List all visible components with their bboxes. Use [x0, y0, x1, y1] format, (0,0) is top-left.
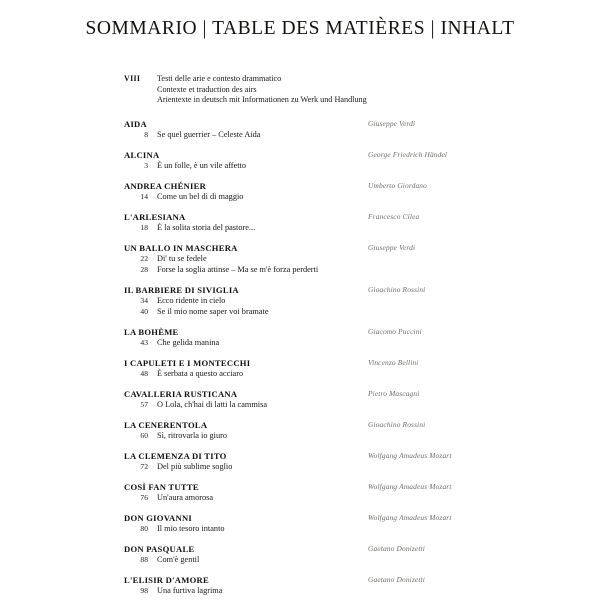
- toc-entry-header: [124, 575, 494, 587]
- aria-title[interactable]: Di' tu se fedele: [157, 254, 207, 264]
- toc-entry[interactable]: [124, 544, 494, 567]
- aria-title[interactable]: Ecco ridente in cielo: [157, 296, 226, 306]
- opera-title[interactable]: LA CENERENTOLA: [124, 419, 208, 430]
- composer-name: Giuseppe Verdi: [368, 119, 416, 129]
- toc-entry[interactable]: [124, 243, 494, 277]
- toc-entry[interactable]: [124, 119, 494, 142]
- aria-row[interactable]: [124, 431, 494, 442]
- aria-page-number[interactable]: 72: [140, 462, 148, 472]
- toc-entry[interactable]: [124, 513, 494, 536]
- aria-title[interactable]: Un'aura amorosa: [157, 493, 214, 503]
- toc-entry-header: [124, 243, 494, 255]
- toc-entry[interactable]: [124, 212, 494, 235]
- aria-row[interactable]: [124, 223, 494, 234]
- aria-title[interactable]: È un folle, è un vile affetto: [157, 161, 247, 171]
- composer-name: Gaetano Donizetti: [368, 544, 425, 554]
- opera-title[interactable]: I CAPULETI E I MONTECCHI: [124, 357, 251, 368]
- aria-row[interactable]: [124, 161, 494, 172]
- aria-row[interactable]: [124, 265, 494, 276]
- front-matter-lines: [157, 74, 494, 106]
- toc-entry[interactable]: [124, 389, 494, 412]
- aria-row[interactable]: [124, 369, 494, 380]
- aria-row[interactable]: [124, 254, 494, 265]
- toc-entry[interactable]: [124, 181, 494, 204]
- aria-row[interactable]: [124, 338, 494, 349]
- composer-name: Umberto Giordano: [368, 181, 427, 191]
- aria-row[interactable]: [124, 555, 494, 566]
- aria-title[interactable]: Una furtiva lagrima: [157, 586, 223, 596]
- toc-entry-header: [124, 420, 494, 432]
- front-matter-entry: [124, 74, 494, 106]
- aria-row[interactable]: [124, 296, 494, 307]
- aria-page-number[interactable]: 43: [140, 338, 148, 348]
- opera-title[interactable]: L'ARLESIANA: [124, 211, 186, 222]
- composer-name: Gioachino Rossini: [368, 420, 426, 430]
- aria-row[interactable]: [124, 586, 494, 597]
- toc-entry-header: [124, 181, 494, 193]
- aria-title[interactable]: Come un bel dì di maggio: [157, 192, 244, 202]
- toc-entry-header: [124, 358, 494, 370]
- toc-entry[interactable]: [124, 420, 494, 443]
- aria-row[interactable]: [124, 192, 494, 203]
- aria-title[interactable]: È la solita storia del pastore...: [157, 223, 256, 233]
- front-matter-line: Testi delle arie e contesto drammatico: [157, 74, 282, 83]
- aria-page-number[interactable]: 28: [140, 265, 148, 275]
- opera-title[interactable]: DON GIOVANNI: [124, 512, 193, 523]
- aria-row[interactable]: [124, 524, 494, 535]
- aria-title[interactable]: O Lola, ch'hai di latti la cammisa: [157, 400, 268, 410]
- aria-row[interactable]: [124, 307, 494, 318]
- aria-page-number[interactable]: 76: [140, 493, 148, 503]
- aria-page-number[interactable]: 3: [144, 161, 148, 171]
- toc-entry-header: [124, 119, 494, 131]
- front-matter-line: Arientexte in deutsch mit Informationen zu Werk und Handlung: [157, 95, 367, 105]
- toc-entry[interactable]: [124, 575, 494, 598]
- aria-title[interactable]: Sì, ritrovarla io giuro: [157, 431, 228, 441]
- composer-name: Wolfgang Amadeus Mozart: [368, 482, 452, 492]
- aria-row[interactable]: [124, 462, 494, 473]
- toc-entry-header: [124, 389, 494, 401]
- composer-name: George Friedrich Händel: [368, 150, 448, 160]
- aria-row[interactable]: [124, 400, 494, 411]
- aria-page-number[interactable]: 80: [140, 524, 148, 534]
- toc-list: [124, 74, 494, 606]
- toc-entry[interactable]: [124, 150, 494, 173]
- aria-page-number[interactable]: 40: [140, 307, 148, 317]
- composer-name: Wolfgang Amadeus Mozart: [368, 451, 452, 461]
- opera-title[interactable]: COSÌ FAN TUTTE: [124, 481, 199, 492]
- aria-title[interactable]: Se il mio nome saper voi bramate: [157, 307, 269, 317]
- toc-entry-header: [124, 544, 494, 556]
- opera-title[interactable]: CAVALLERIA RUSTICANA: [124, 388, 238, 399]
- aria-page-number[interactable]: 22: [140, 254, 148, 264]
- aria-row[interactable]: [124, 130, 494, 141]
- toc-entry-header: [124, 150, 494, 162]
- opera-title[interactable]: LA BOHÈME: [124, 326, 179, 337]
- opera-title[interactable]: AIDA: [124, 118, 147, 129]
- composer-name: Giuseppe Verdi: [368, 243, 416, 253]
- toc-entry-header: [124, 451, 494, 463]
- composer-name: Pietro Mascagni: [368, 389, 420, 399]
- composer-name: Francesco Cilea: [368, 212, 420, 222]
- toc-entry[interactable]: [124, 327, 494, 350]
- aria-page-number[interactable]: 34: [140, 296, 148, 306]
- aria-title[interactable]: Se quel guerrier – Celeste Aida: [157, 130, 261, 140]
- opera-title[interactable]: DON PASQUALE: [124, 543, 195, 554]
- toc-entry-header: [124, 212, 494, 224]
- opera-title[interactable]: UN BALLO IN MASCHERA: [124, 242, 238, 253]
- aria-row[interactable]: [124, 493, 494, 504]
- toc-entry-header: [124, 285, 494, 297]
- opera-title[interactable]: L'ELISIR D'AMORE: [124, 574, 209, 585]
- toc-entry-header: [124, 482, 494, 494]
- aria-title[interactable]: Com'è gentil: [157, 555, 200, 565]
- toc-entry[interactable]: [124, 358, 494, 381]
- opera-entries: [124, 119, 494, 598]
- front-matter-page-label: VIII: [124, 74, 141, 83]
- composer-name: Gioachino Rossini: [368, 285, 426, 295]
- opera-title[interactable]: LA CLEMENZA DI TITO: [124, 450, 227, 461]
- opera-title[interactable]: ALCINA: [124, 149, 160, 160]
- opera-title[interactable]: IL BARBIERE DI SIVIGLIA: [124, 284, 239, 295]
- aria-title[interactable]: Che gelida manina: [157, 338, 220, 348]
- toc-entry[interactable]: [124, 451, 494, 474]
- toc-entry-header: [124, 327, 494, 339]
- aria-page-number[interactable]: 88: [140, 555, 148, 565]
- aria-page-number[interactable]: 48: [140, 369, 148, 379]
- aria-page-number[interactable]: 57: [140, 400, 148, 410]
- opera-title[interactable]: ANDREA CHÉNIER: [124, 180, 207, 191]
- composer-name: Giacomo Puccini: [368, 327, 422, 337]
- aria-page-number[interactable]: 8: [144, 130, 148, 140]
- composer-name: Wolfgang Amadeus Mozart: [368, 513, 452, 523]
- aria-title[interactable]: Il mio tesoro intanto: [157, 524, 225, 534]
- aria-page-number[interactable]: 60: [140, 431, 148, 441]
- toc-entry[interactable]: [124, 482, 494, 505]
- aria-title[interactable]: Forse la soglia attinse – Ma se m'è forza perderti: [157, 265, 319, 275]
- aria-page-number[interactable]: 14: [140, 192, 148, 202]
- aria-page-number[interactable]: 98: [140, 586, 148, 596]
- aria-title[interactable]: Del più sublime soglio: [157, 462, 233, 472]
- aria-page-number[interactable]: 18: [140, 223, 148, 233]
- front-matter-line: Contexte et traduction des airs: [157, 84, 257, 94]
- aria-title[interactable]: È serbata a questo acciaro: [157, 369, 244, 379]
- toc-entry[interactable]: [124, 285, 494, 319]
- composer-name: Vincenzo Bellini: [368, 358, 419, 368]
- page-title: SOMMARIO | TABLE DES MATIÈRES | INHALT: [85, 18, 515, 39]
- composer-name: Gaetano Donizetti: [368, 575, 425, 585]
- toc-entry-header: [124, 513, 494, 525]
